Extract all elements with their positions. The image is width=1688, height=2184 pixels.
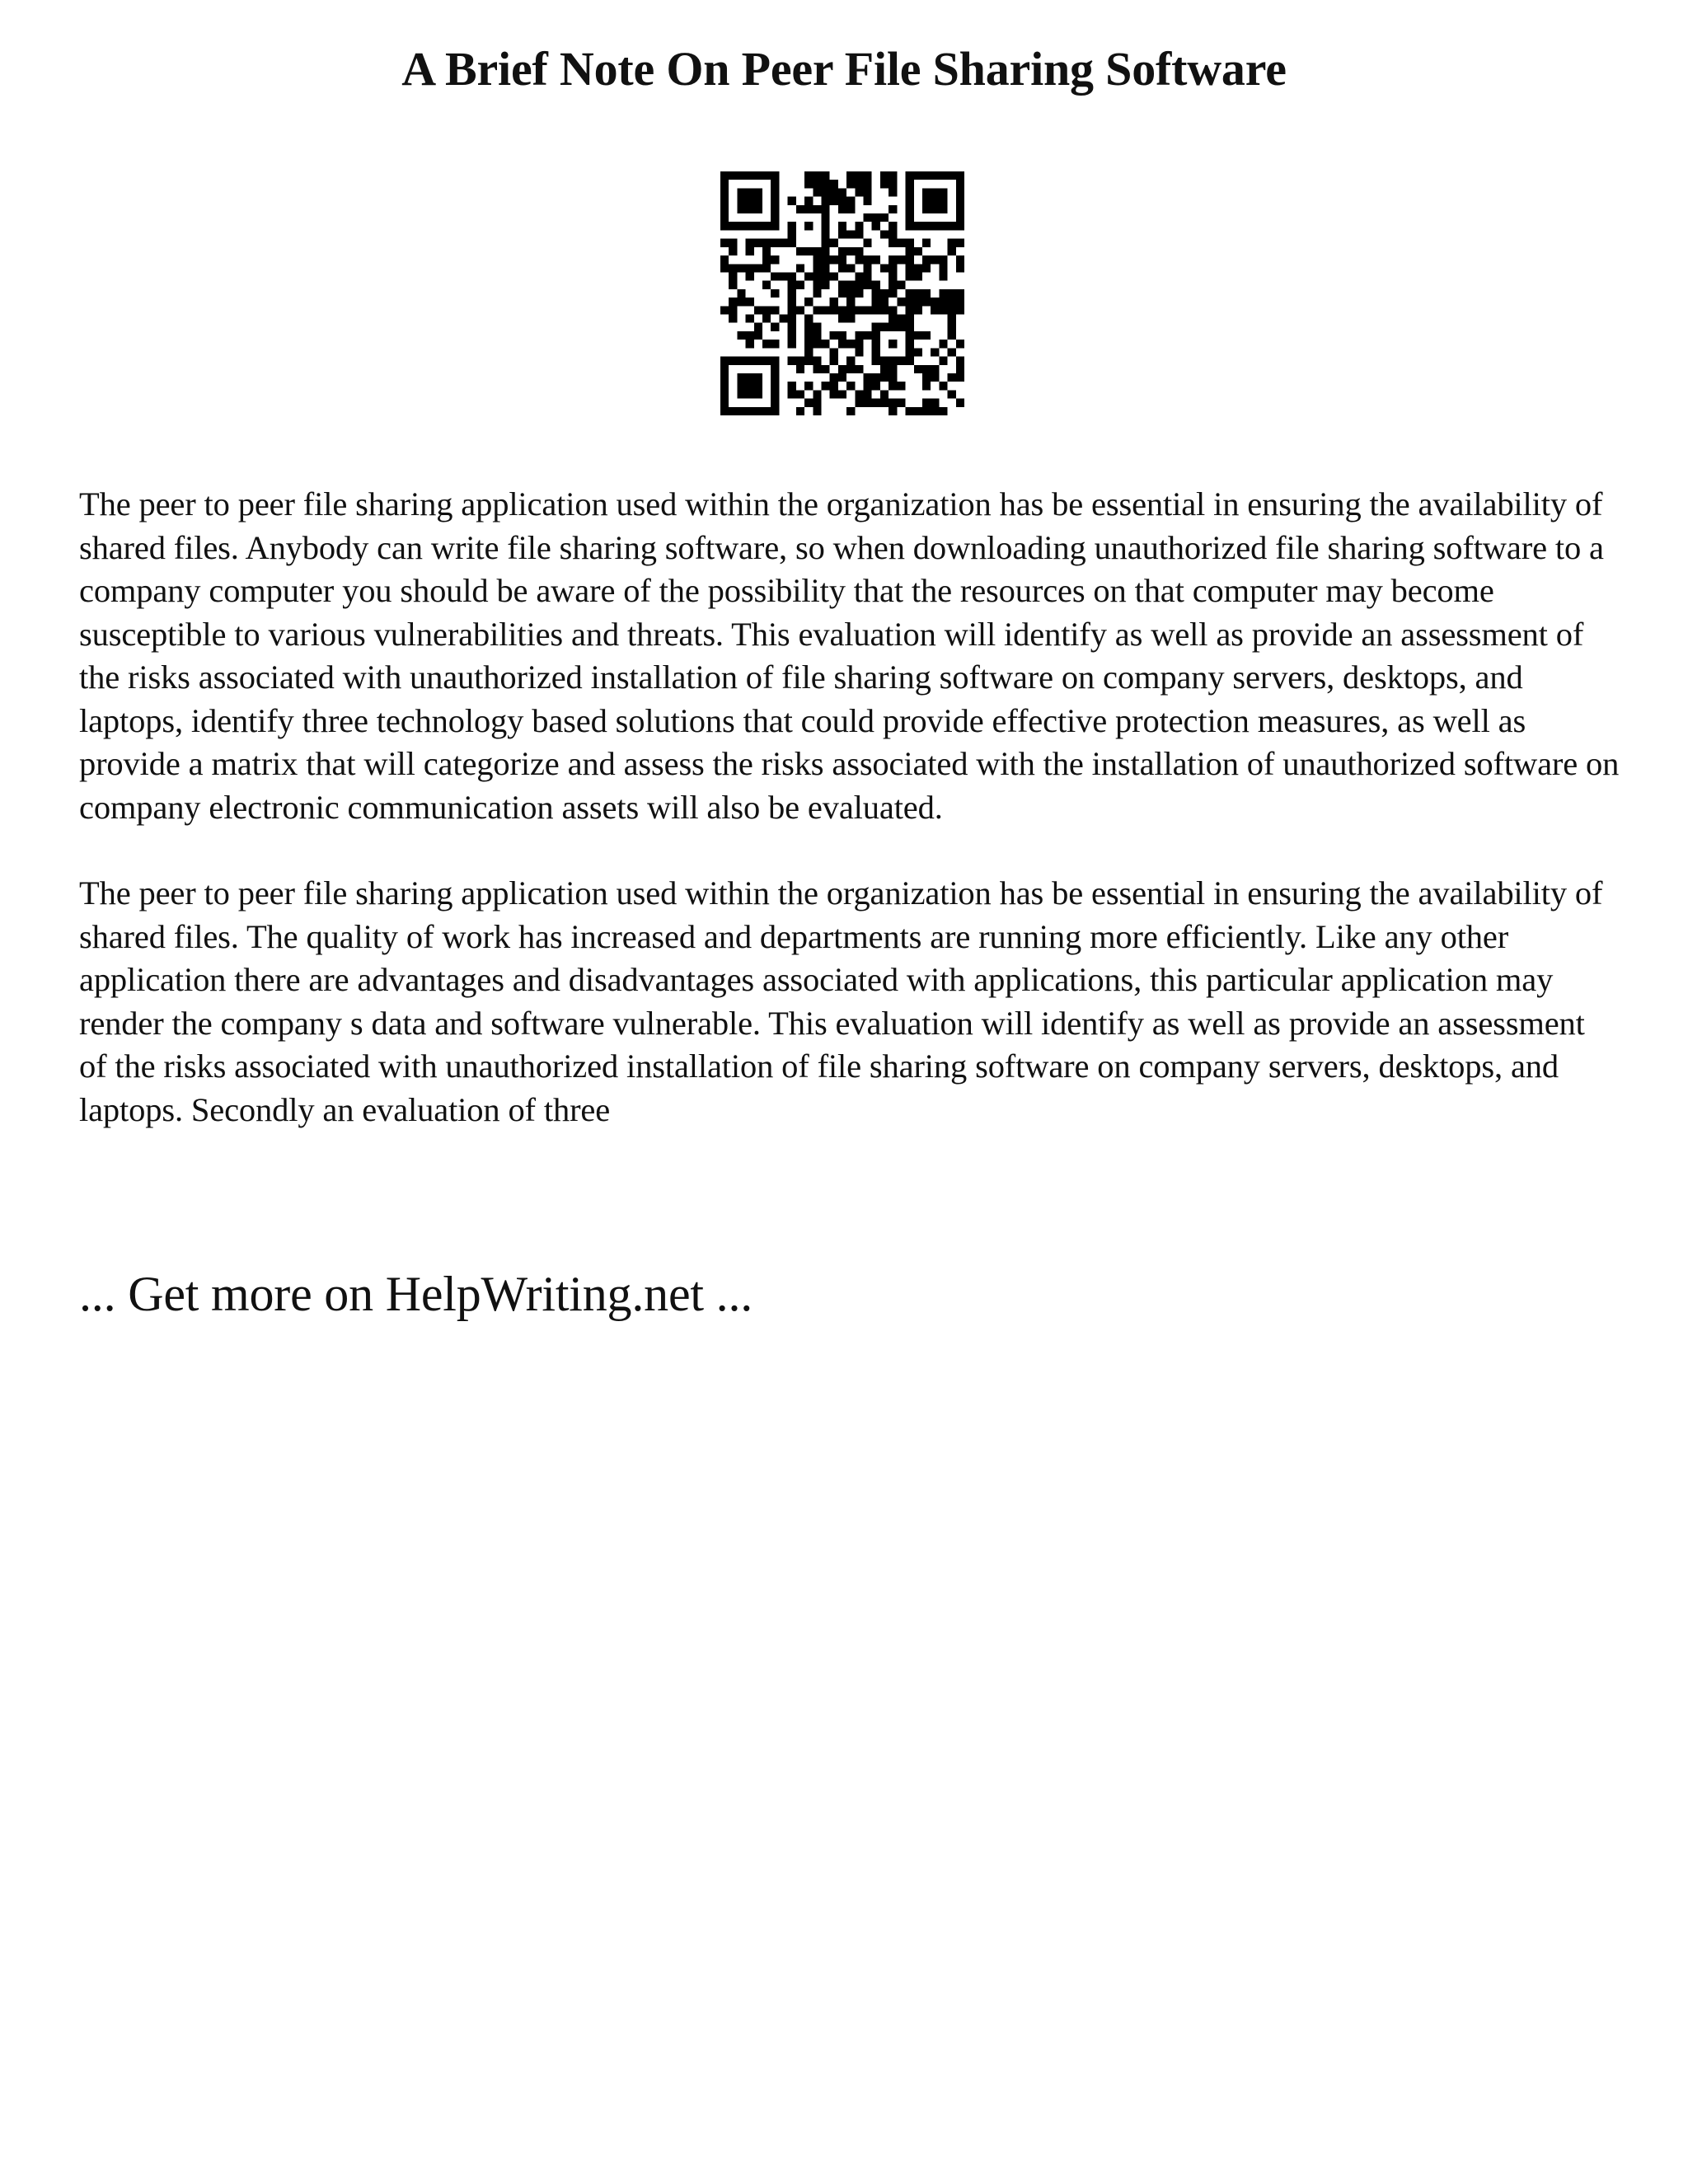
document-body bbox=[79, 483, 1620, 1174]
get-more-link[interactable]: ... Get more on HelpWriting.net ... bbox=[79, 1267, 753, 1321]
body-paragraph-2: The peer to peer file sharing application used within the organization has be essential in ensuring the availability of shared files. The quality of work has increased and departments are running more efficiently. Like any other application there are advantages and disadvantages associated with applications, this particular application may render the company s data and software vulnerable. This evaluation will identify as well as provide an assessment of the risks associated with unauthorized installation of file sharing software on company servers, desktops, and laptops. Secondly an evaluation of three bbox=[79, 874, 1603, 1128]
body-paragraph-1: The peer to peer file sharing application used within the organization has be essential in ensuring the availability of shared files. Anybody can write file sharing software, so when downloading unauthorized file sharing software to a company computer you should be aware of the possibility that the resources on that computer may become susceptible to various vulnerabilities and threats. This evaluation will identify as well as provide an assessment of the risks associated with unauthorized installation of file sharing software on company servers, desktops, and laptops, identify three technology based solutions that could provide effective protection measures, as well as provide a matrix that will categorize and assess the risks associated with the installation of unauthorized software on company electronic communication assets will also be evaluated. bbox=[79, 485, 1620, 826]
qr-code-icon bbox=[720, 171, 964, 415]
document-title: A Brief Note On Peer File Sharing Software bbox=[401, 42, 1287, 96]
